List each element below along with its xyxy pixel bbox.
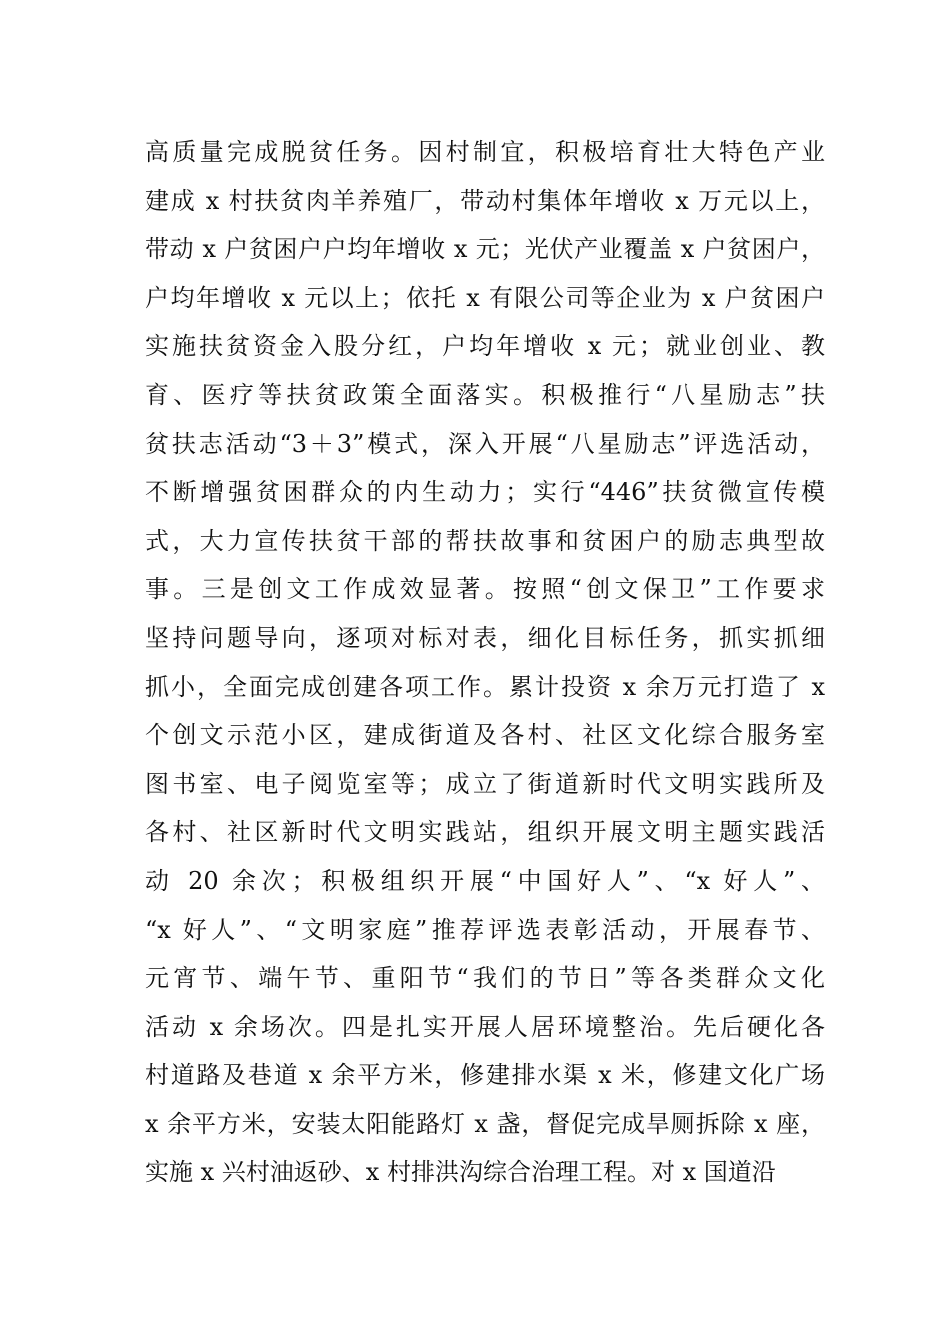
text-line: “x 好人”、“文明家庭”推荐评选表彰活动，开展春节、	[145, 915, 825, 944]
text-line: 实施 x 兴村油返砂、x 村排洪沟综合治理工程。对 x 国道沿	[145, 1158, 776, 1187]
text-line: 个创文示范小区，建成街道及各村、社区文化综合服务室	[145, 721, 825, 750]
text-line: 活动 x 余场次。四是扎实开展人居环境整治。先后硬化各	[145, 1012, 825, 1041]
text-line: 元宵节、端午节、重阳节“我们的节日”等各类群众文化	[145, 964, 825, 993]
text-line: 带动 x 户贫困户户均年增收 x 元；光伏产业覆盖 x 户贫困户，	[145, 235, 825, 264]
text-line: 图书室、电子阅览室等；成立了街道新时代文明实践所及	[145, 769, 825, 798]
text-line: x 余平方米，安装太阳能路灯 x 盏，督促完成旱厕拆除 x 座，	[145, 1109, 825, 1138]
text-line: 高质量完成脱贫任务。因村制宜，积极培育壮大特色产业	[145, 138, 825, 166]
text-line: 育、医疗等扶贫政策全面落实。积极推行“八星励志”扶	[145, 380, 825, 409]
text-line: 坚持问题导向，逐项对标对表，细化目标任务，抓实抓细	[145, 623, 825, 652]
text-line: 事。三是创文工作成效显著。按照“创文保卫”工作要求	[145, 575, 825, 604]
text-line: 各村、社区新时代文明实践站，组织开展文明主题实践活	[145, 818, 825, 847]
text-line: 不断增强贫困群众的内生动力；实行“446”扶贫微宣传模	[145, 478, 825, 507]
text-line: 建成 x 村扶贫肉羊养殖厂，带动村集体年增收 x 万元以上，	[145, 186, 825, 215]
text-line: 动 20 余次；积极组织开展“中国好人”、“x 好人”、	[145, 866, 825, 895]
text-line: 抓小，全面完成创建各项工作。累计投资 x 余万元打造了 x	[145, 672, 825, 701]
text-line: 实施扶贫资金入股分红，户均年增收 x 元；就业创业、教	[145, 332, 825, 361]
body-text	[145, 128, 825, 1197]
text-line: 贫扶志活动“3＋3”模式，深入开展“八星励志”评选活动，	[145, 429, 825, 458]
text-line: 户均年增收 x 元以上；依托 x 有限公司等企业为 x 户贫困户	[145, 283, 825, 312]
text-line: 村道路及巷道 x 余平方米，修建排水渠 x 米，修建文化广场	[145, 1061, 825, 1090]
text-line: 式，大力宣传扶贫干部的帮扶故事和贫困户的励志典型故	[145, 526, 825, 555]
